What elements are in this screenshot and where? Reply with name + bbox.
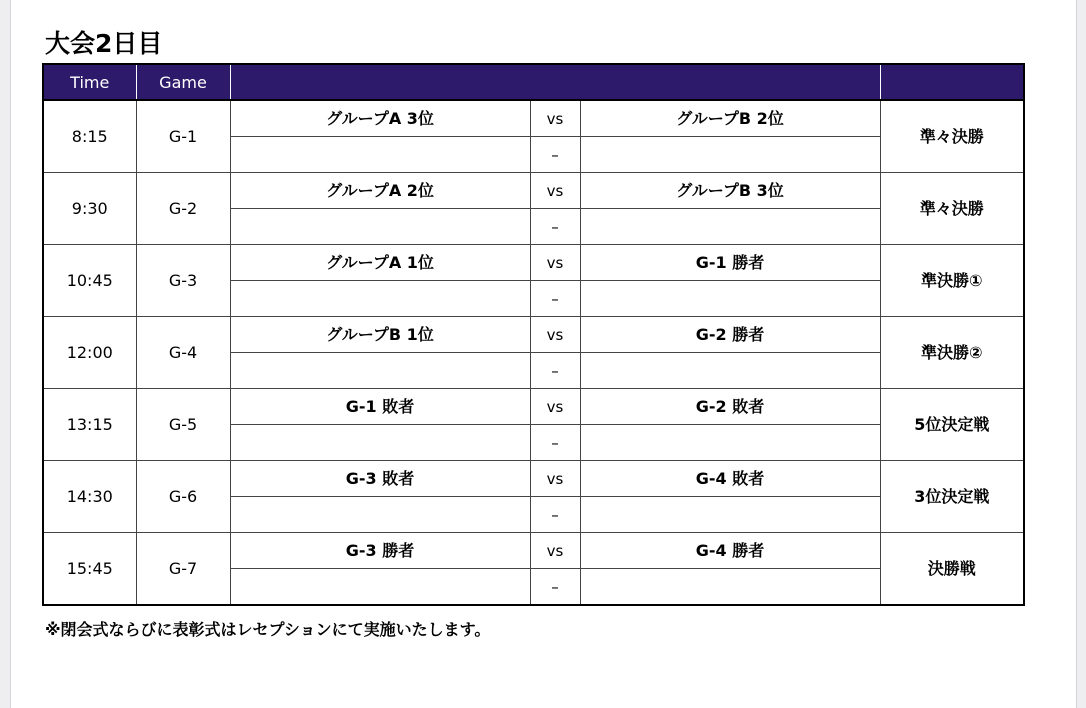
match-time: 9:30 xyxy=(43,173,136,245)
match-game-id: G-4 xyxy=(136,317,230,389)
match-time: 8:15 xyxy=(43,100,136,173)
footnote: ※閉会式ならびに表彰式はレセプションにて実施いたします。 xyxy=(45,620,491,639)
match-game-id: G-1 xyxy=(136,100,230,173)
team-a: G-1 敗者 xyxy=(230,389,530,425)
score-separator: – xyxy=(530,497,580,533)
round-name: 準決勝② xyxy=(880,317,1024,389)
page-title: 大会2日目 xyxy=(45,29,163,58)
page-right-edge xyxy=(1076,0,1086,708)
round-name: 準々決勝 xyxy=(880,100,1024,173)
vs-label: vs xyxy=(530,173,580,209)
match-time: 13:15 xyxy=(43,389,136,461)
score-b xyxy=(580,353,880,389)
score-separator: – xyxy=(530,137,580,173)
round-name: 準々決勝 xyxy=(880,173,1024,245)
match-game-id: G-6 xyxy=(136,461,230,533)
score-b xyxy=(580,281,880,317)
score-separator: – xyxy=(530,425,580,461)
match-row xyxy=(43,389,1024,425)
team-b: G-2 勝者 xyxy=(580,317,880,353)
vs-label: vs xyxy=(530,461,580,497)
match-time: 14:30 xyxy=(43,461,136,533)
round-name: 3位決定戦 xyxy=(880,461,1024,533)
team-a: グループA 2位 xyxy=(230,173,530,209)
match-game-id: G-5 xyxy=(136,389,230,461)
score-separator: – xyxy=(530,569,580,606)
vs-label: vs xyxy=(530,245,580,281)
match-row xyxy=(43,100,1024,137)
score-b xyxy=(580,209,880,245)
match-game-id: G-7 xyxy=(136,533,230,606)
match-time: 10:45 xyxy=(43,245,136,317)
score-separator: – xyxy=(530,353,580,389)
score-a xyxy=(230,209,530,245)
team-a: グループB 1位 xyxy=(230,317,530,353)
header-game: Game xyxy=(136,64,230,100)
team-a: グループA 1位 xyxy=(230,245,530,281)
schedule-body xyxy=(43,100,1024,605)
header-row xyxy=(43,64,1024,100)
match-time: 15:45 xyxy=(43,533,136,606)
vs-label: vs xyxy=(530,317,580,353)
match-game-id: G-2 xyxy=(136,173,230,245)
header-match xyxy=(230,64,880,100)
vs-label: vs xyxy=(530,100,580,137)
score-a xyxy=(230,425,530,461)
match-game-id: G-3 xyxy=(136,245,230,317)
round-name: 決勝戦 xyxy=(880,533,1024,606)
team-b: G-4 勝者 xyxy=(580,533,880,569)
vs-label: vs xyxy=(530,389,580,425)
team-b: G-2 敗者 xyxy=(580,389,880,425)
team-b: グループB 2位 xyxy=(580,100,880,137)
score-b xyxy=(580,497,880,533)
header-time: Time xyxy=(43,64,136,100)
team-b: G-1 勝者 xyxy=(580,245,880,281)
score-a xyxy=(230,137,530,173)
score-b xyxy=(580,425,880,461)
score-a xyxy=(230,497,530,533)
round-name: 5位決定戦 xyxy=(880,389,1024,461)
score-b xyxy=(580,569,880,606)
team-a: G-3 勝者 xyxy=(230,533,530,569)
match-row xyxy=(43,533,1024,569)
match-row xyxy=(43,461,1024,497)
score-a xyxy=(230,353,530,389)
team-b: グループB 3位 xyxy=(580,173,880,209)
header-round xyxy=(880,64,1024,100)
schedule-table xyxy=(42,63,1025,606)
team-a: G-3 敗者 xyxy=(230,461,530,497)
vs-label: vs xyxy=(530,533,580,569)
match-row xyxy=(43,317,1024,353)
score-separator: – xyxy=(530,281,580,317)
match-time: 12:00 xyxy=(43,317,136,389)
team-a: グループA 3位 xyxy=(230,100,530,137)
score-a xyxy=(230,281,530,317)
page-left-edge xyxy=(0,0,11,708)
match-row xyxy=(43,245,1024,281)
score-a xyxy=(230,569,530,606)
team-b: G-4 敗者 xyxy=(580,461,880,497)
score-separator: – xyxy=(530,209,580,245)
match-row xyxy=(43,173,1024,209)
score-b xyxy=(580,137,880,173)
round-name: 準決勝① xyxy=(880,245,1024,317)
